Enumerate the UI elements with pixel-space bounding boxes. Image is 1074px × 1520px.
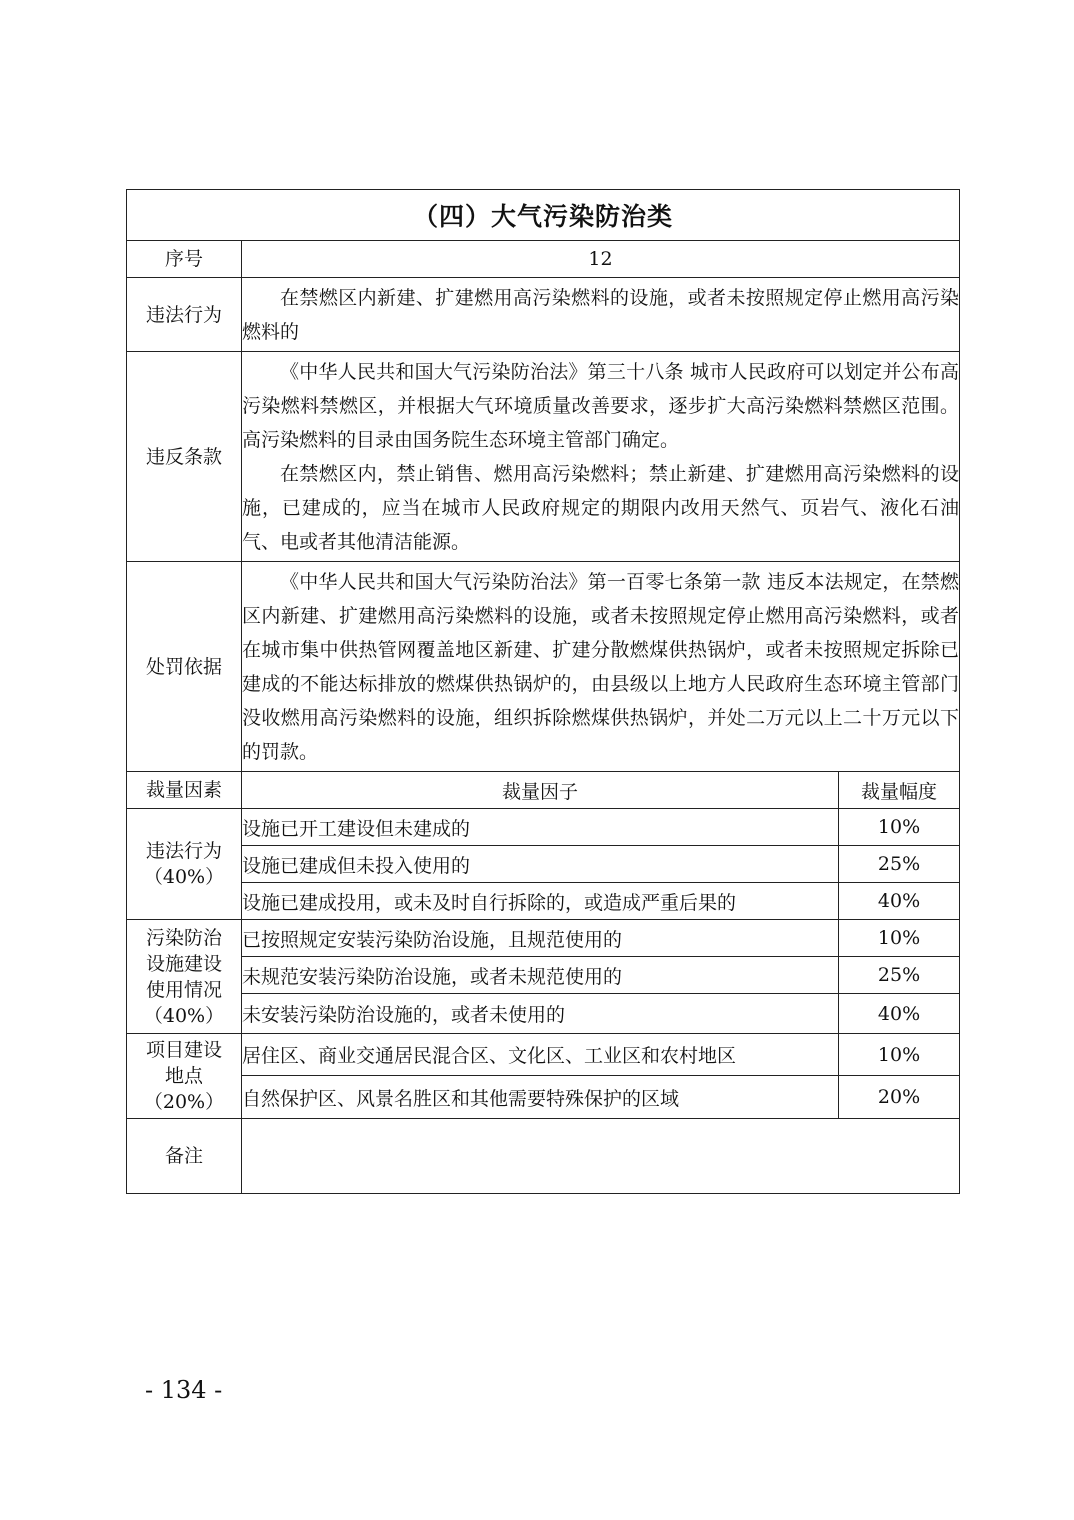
- table-row: [127, 920, 960, 957]
- discretion-factor-header: 裁量因素: [127, 772, 242, 809]
- factor-cell: 未安装污染防治设施的，或者未使用的: [242, 994, 839, 1034]
- serial-label: 序号: [127, 241, 242, 278]
- group-label-project-location: [127, 1034, 242, 1119]
- pct-cell: 10%: [839, 809, 960, 846]
- remarks-text: [242, 1119, 960, 1194]
- table-row: [127, 957, 960, 994]
- pct-cell: 40%: [839, 994, 960, 1034]
- serial-value: 12: [242, 241, 960, 278]
- group-label-line: （40%）: [143, 1004, 225, 1027]
- group-label-line: 违法行为: [145, 840, 222, 862]
- table-row: [127, 846, 960, 883]
- factor-cell: 设施已建成投用，或未及时自行拆除的，或造成严重后果的: [242, 883, 839, 920]
- pct-cell: 10%: [839, 920, 960, 957]
- group-label-pollution-facility: [127, 920, 242, 1034]
- clause-paragraph-1: 《中华人民共和国大气污染防治法》第三十八条 城市人民政府可以划定并公布高污染燃料禁燃区，并根据大气环境质量改善要求，逐步扩大高污染燃料禁燃区范围。高污染燃料的目录由国务院生态环境主管部门确定。: [242, 360, 960, 451]
- table-row: [127, 994, 960, 1034]
- group-label-line: 污染防治: [145, 926, 222, 949]
- remarks-label: 备注: [127, 1119, 242, 1194]
- table-row: [127, 883, 960, 920]
- group-label-line: （40%）: [143, 866, 225, 888]
- factor-cell: 自然保护区、风景名胜区和其他需要特殊保护的区域: [242, 1076, 839, 1119]
- penalty-text: [242, 562, 960, 772]
- violation-text: [242, 278, 960, 352]
- table-row: [127, 809, 960, 846]
- group-label-line: 设施建设: [145, 952, 222, 975]
- factor-cell: 已按照规定安装污染防治设施，且规范使用的: [242, 920, 839, 957]
- factor-cell: 设施已开工建设但未建成的: [242, 809, 839, 846]
- clause-label: 违反条款: [127, 352, 242, 562]
- group-label-line: 地点: [164, 1065, 203, 1087]
- table-title: （四）大气污染防治类: [127, 190, 960, 241]
- page-number: - 134 -: [145, 1376, 223, 1404]
- discretion-item-header: 裁量因子: [242, 772, 839, 809]
- factor-cell: 未规范安装污染防治设施，或者未规范使用的: [242, 957, 839, 994]
- pct-cell: 40%: [839, 883, 960, 920]
- discretion-standard-table: [126, 189, 960, 1194]
- pct-cell: 20%: [839, 1076, 960, 1119]
- group-label-line: 使用情况: [145, 978, 222, 1001]
- violation-label: 违法行为: [127, 278, 242, 352]
- penalty-paragraph: 《中华人民共和国大气污染防治法》第一百零七条第一款 违反本法规定，在禁燃区内新建、扩建燃用高污染燃料的设施，或者未按照规定停止燃用高污染燃料，或者在城市集中供热管网覆盖地区新建、扩建分散燃煤供热锅炉，或者未按照规定拆除已建成的不能达标排放的燃煤供热锅炉的，由县级以上地方人民政府生态环境主管部门没收燃用高污染燃料的设施，组织拆除燃煤供热锅炉，并处二万元以上二十万元以下的罚款。: [242, 570, 960, 763]
- pct-cell: 10%: [839, 1034, 960, 1076]
- factor-cell: 设施已建成但未投入使用的: [242, 846, 839, 883]
- violation-paragraph: 在禁燃区内新建、扩建燃用高污染燃料的设施，或者未按照规定停止燃用高污染燃料的: [242, 286, 960, 343]
- penalty-label: 处罚依据: [127, 562, 242, 772]
- group-label-line: （20%）: [143, 1091, 225, 1113]
- group-label-line: 项目建设: [145, 1039, 222, 1061]
- clause-text: [242, 352, 960, 562]
- discretion-range-header: 裁量幅度: [839, 772, 960, 809]
- clause-paragraph-2: 在禁燃区内，禁止销售、燃用高污染燃料；禁止新建、扩建燃用高污染燃料的设施，已建成的，应当在城市人民政府规定的期限内改用天然气、页岩气、液化石油气、电或者其他清洁能源。: [242, 462, 960, 553]
- group-label-violation: [127, 809, 242, 920]
- table-row: [127, 1076, 960, 1119]
- table-row: [127, 1034, 960, 1076]
- pct-cell: 25%: [839, 846, 960, 883]
- factor-cell: 居住区、商业交通居民混合区、文化区、工业区和农村地区: [242, 1034, 839, 1076]
- pct-cell: 25%: [839, 957, 960, 994]
